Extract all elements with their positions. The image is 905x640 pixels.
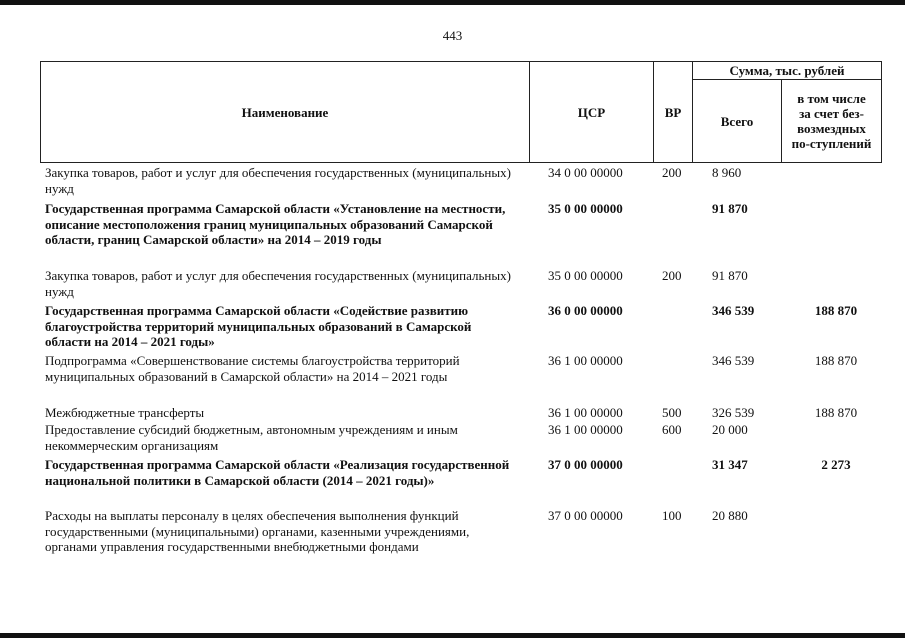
page-number: 443: [442, 28, 463, 43]
row-vr: 600: [662, 422, 682, 437]
row-name: Предоставление субсидий бюджетным, автономным учреждениям и иным некоммерческим организациям: [45, 422, 458, 453]
row-total: 20 000: [712, 422, 748, 437]
row-csr: 36 1 00 00000: [548, 405, 623, 420]
bottom-border-rule: [0, 633, 905, 638]
row-total: 91 870: [712, 268, 748, 283]
row-total: 20 880: [712, 508, 748, 523]
row-name: Государственная программа Самарской области «Реализация государственной национальной политики в Самарской области (2014 – 2021 годы)»: [45, 457, 510, 488]
row-total: 346 539: [712, 303, 755, 318]
row-csr: 35 0 00 00000: [548, 201, 623, 216]
row-csr: 34 0 00 00000: [548, 165, 623, 180]
row-name: Государственная программа Самарской области «Содействие развитию благоустройства территорий муниципальных образований в Самарской области на 2014 – 2021 годы»: [45, 303, 472, 349]
top-border-rule: [0, 0, 905, 5]
row-csr: 37 0 00 00000: [548, 457, 623, 472]
row-vr: 500: [662, 405, 682, 420]
row-grant: 188 870: [814, 303, 858, 318]
row-name: Подпрограмма «Совершенствование системы благоустройства территорий муниципальных образований в Самарской области» на 2014 – 2021 годы: [45, 353, 460, 384]
header-bottom-line: [40, 162, 882, 163]
row-grant: 188 870: [814, 353, 858, 368]
row-csr: 37 0 00 00000: [548, 508, 623, 523]
row-vr: 100: [662, 508, 682, 523]
row-csr: 36 1 00 00000: [548, 422, 623, 437]
row-total: 91 870: [712, 201, 748, 216]
row-csr: 36 1 00 00000: [548, 353, 623, 368]
row-total: 8 960: [712, 165, 742, 180]
header-vr: ВР: [664, 104, 682, 120]
header-name: Наименование: [241, 104, 329, 120]
row-total: 346 539: [712, 353, 755, 368]
row-vr: 200: [662, 268, 682, 283]
row-csr: 35 0 00 00000: [548, 268, 623, 283]
row-vr: 200: [662, 165, 682, 180]
row-name: Межбюджетные трансферты: [45, 405, 205, 420]
row-name: Расходы на выплаты персоналу в целях обеспечения выполнения функций государственными (муниципальными) органами, казенными учреждениями, органами управления государственными внебюджетными фондами: [45, 508, 470, 554]
header-grant: в том числе за счет без-возмездных по-ступлений: [791, 91, 872, 151]
row-total: 31 347: [712, 457, 748, 472]
header-right-line: [881, 61, 882, 163]
header-csr: ЦСР: [577, 104, 606, 120]
row-name: Закупка товаров, работ и услуг для обеспечения государственных (муниципальных) нужд: [45, 268, 511, 299]
row-grant: 2 273: [821, 457, 851, 472]
header-total: Всего: [720, 113, 754, 129]
row-grant: 188 870: [814, 405, 858, 420]
row-csr: 36 0 00 00000: [548, 303, 623, 318]
header-sum-group: Сумма, тыс. рублей: [729, 63, 845, 78]
table-header: [40, 61, 882, 163]
row-name: Государственная программа Самарской области «Установление на местности, описание местоположения границ муниципальных образований Самарской области, границ Самарской области» на 2014 – 2019 годы: [45, 201, 506, 247]
row-name: Закупка товаров, работ и услуг для обеспечения государственных (муниципальных) нужд: [45, 165, 511, 196]
row-total: 326 539: [712, 405, 755, 420]
